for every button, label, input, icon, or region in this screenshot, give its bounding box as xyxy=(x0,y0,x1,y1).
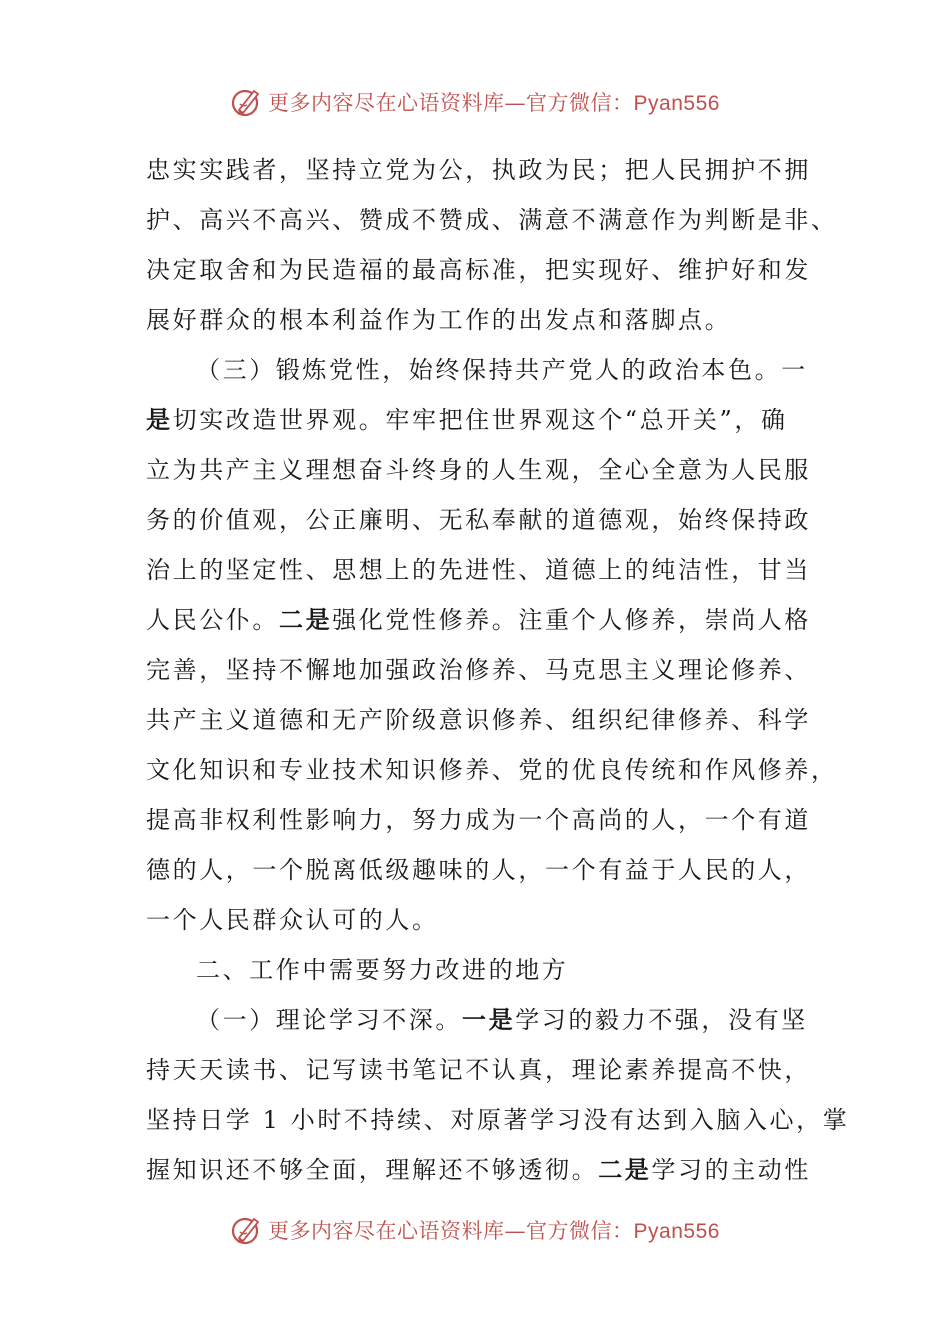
bold-marker: 二是 xyxy=(598,1155,652,1184)
text-line: 文化知识和专业技术知识修养、党的优良传统和作风修养， xyxy=(146,756,838,784)
text-line: 人民公仆。二是强化党性修养。注重个人修养，崇尚人格 xyxy=(146,605,812,634)
text-line: 展好群众的根本利益作为工作的出发点和落脚点。 xyxy=(146,306,732,334)
text-line: 忠实实践者，坚持立党为公，执政为民；把人民拥护不拥 xyxy=(146,156,811,184)
bold-marker: 一是 xyxy=(462,1005,516,1034)
text-line: 一个人民群众认可的人。 xyxy=(146,906,439,934)
text-line: 务的价值观，公正廉明、无私奉献的道德观，始终保持政 xyxy=(146,506,811,534)
header-banner xyxy=(0,82,950,122)
footer-banner xyxy=(0,1210,950,1250)
wechat-id: Pyan556 xyxy=(633,1220,720,1243)
text-line: 提高非权利性影响力，努力成为一个高尚的人，一个有道 xyxy=(146,806,811,834)
banner-text: 更多内容尽在心语资料库—官方微信：Pyan556 xyxy=(268,91,720,115)
section-two-heading: 二、工作中需要努力改进的地方 xyxy=(196,956,569,984)
text-line: 持天天读书、记写读书笔记不认真，理论素养提高不快， xyxy=(146,1056,811,1084)
banner-text: 更多内容尽在心语资料库—官方微信：Pyan556 xyxy=(268,1219,720,1243)
pen-logo-icon xyxy=(230,1213,264,1247)
pen-logo-icon xyxy=(230,85,264,119)
paragraph-three-heading: （三）锻炼党性，始终保持共产党人的政治本色。一 xyxy=(196,356,808,384)
text-line: 共产主义道德和无产阶级意识修养、组织纪律修养、科学 xyxy=(146,706,811,734)
text-line: 握知识还不够全面，理解还不够透彻。二是学习的主动性 xyxy=(146,1155,812,1184)
text-line: 德的人，一个脱离低级趣味的人，一个有益于人民的人， xyxy=(146,856,811,884)
text-line: 立为共产主义理想奋斗终身的人生观，全心全意为人民服 xyxy=(146,456,811,484)
document-body xyxy=(146,145,850,1195)
text-line: 治上的坚定性、思想上的先进性、道德上的纯洁性，甘当 xyxy=(146,556,811,584)
bold-marker: 是 xyxy=(146,405,173,434)
text-line: 决定取舍和为民造福的最高标准，把实现好、维护好和发 xyxy=(146,256,811,284)
bold-marker: 二是 xyxy=(279,605,333,634)
text-line: 坚持日学 1 小时不持续、对原著学习没有达到入脑入心，掌 xyxy=(146,1106,850,1134)
text-line: 是切实改造世界观。牢牢把住世界观这个“总开关”，确 xyxy=(146,405,788,434)
text-line: 护、高兴不高兴、赞成不赞成、满意不满意作为判断是非、 xyxy=(146,206,838,234)
wechat-id: Pyan556 xyxy=(633,92,720,115)
text-line: （一）理论学习不深。一是学习的毅力不强，没有坚 xyxy=(196,1005,808,1034)
text-line: 完善，坚持不懈地加强政治修养、马克思主义理论修养、 xyxy=(146,656,811,684)
